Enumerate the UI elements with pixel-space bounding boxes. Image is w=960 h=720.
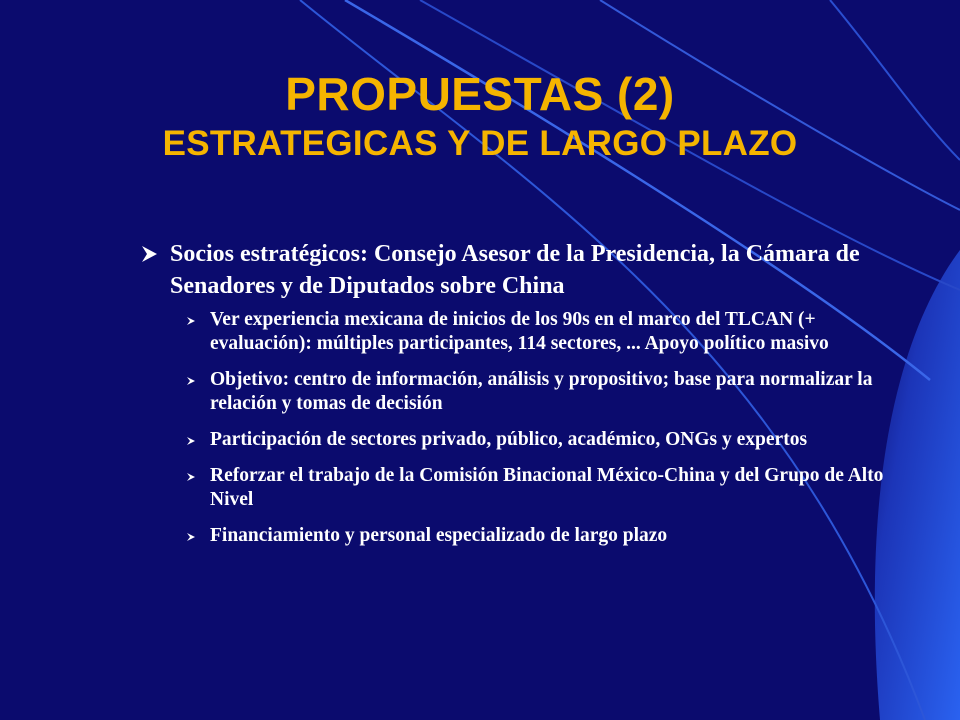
sub-bullet-text: Financiamiento y personal especializado de largo plazo bbox=[210, 525, 668, 546]
sub-bullet bbox=[182, 524, 908, 548]
small-arrow-bullet-icon bbox=[186, 376, 196, 386]
sub-bullet-list bbox=[182, 308, 908, 548]
title-line-2: ESTRATEGICAS Y DE LARGO PLAZO bbox=[162, 124, 798, 163]
small-arrow-bullet-icon bbox=[186, 472, 196, 482]
sub-bullet bbox=[182, 368, 908, 416]
sub-bullet bbox=[182, 464, 908, 512]
sub-bullet-text: Objetivo: centro de información, análisis y propositivo; base para normalizar la relación y tomas de decisión bbox=[210, 369, 873, 414]
small-arrow-bullet-icon bbox=[186, 532, 196, 542]
sub-bullet-text: Reforzar el trabajo de la Comisión Binacional México-China y del Grupo de Alto Nivel bbox=[210, 465, 884, 510]
title-line-1: PROPUESTAS (2) bbox=[285, 68, 675, 120]
main-bullet bbox=[138, 238, 908, 302]
sub-bullet-text: Participación de sectores privado, público, académico, ONGs y expertos bbox=[210, 429, 808, 450]
sub-bullet-text: Ver experiencia mexicana de inicios de los 90s en el marco del TLCAN (+ evaluación): múltiples participantes, 114 sectores, ... Apoyo político masivo bbox=[210, 309, 829, 354]
arrow-bullet-icon bbox=[140, 245, 158, 263]
sub-bullet bbox=[182, 428, 908, 452]
main-bullet-text: Socios estratégicos: Consejo Asesor de la Presidencia, la Cámara de Senadores y de Diputados sobre China bbox=[170, 241, 860, 299]
small-arrow-bullet-icon bbox=[186, 436, 196, 446]
slide-title bbox=[0, 68, 960, 166]
small-arrow-bullet-icon bbox=[186, 316, 196, 326]
sub-bullet bbox=[182, 308, 908, 356]
bullet-list bbox=[138, 238, 908, 560]
